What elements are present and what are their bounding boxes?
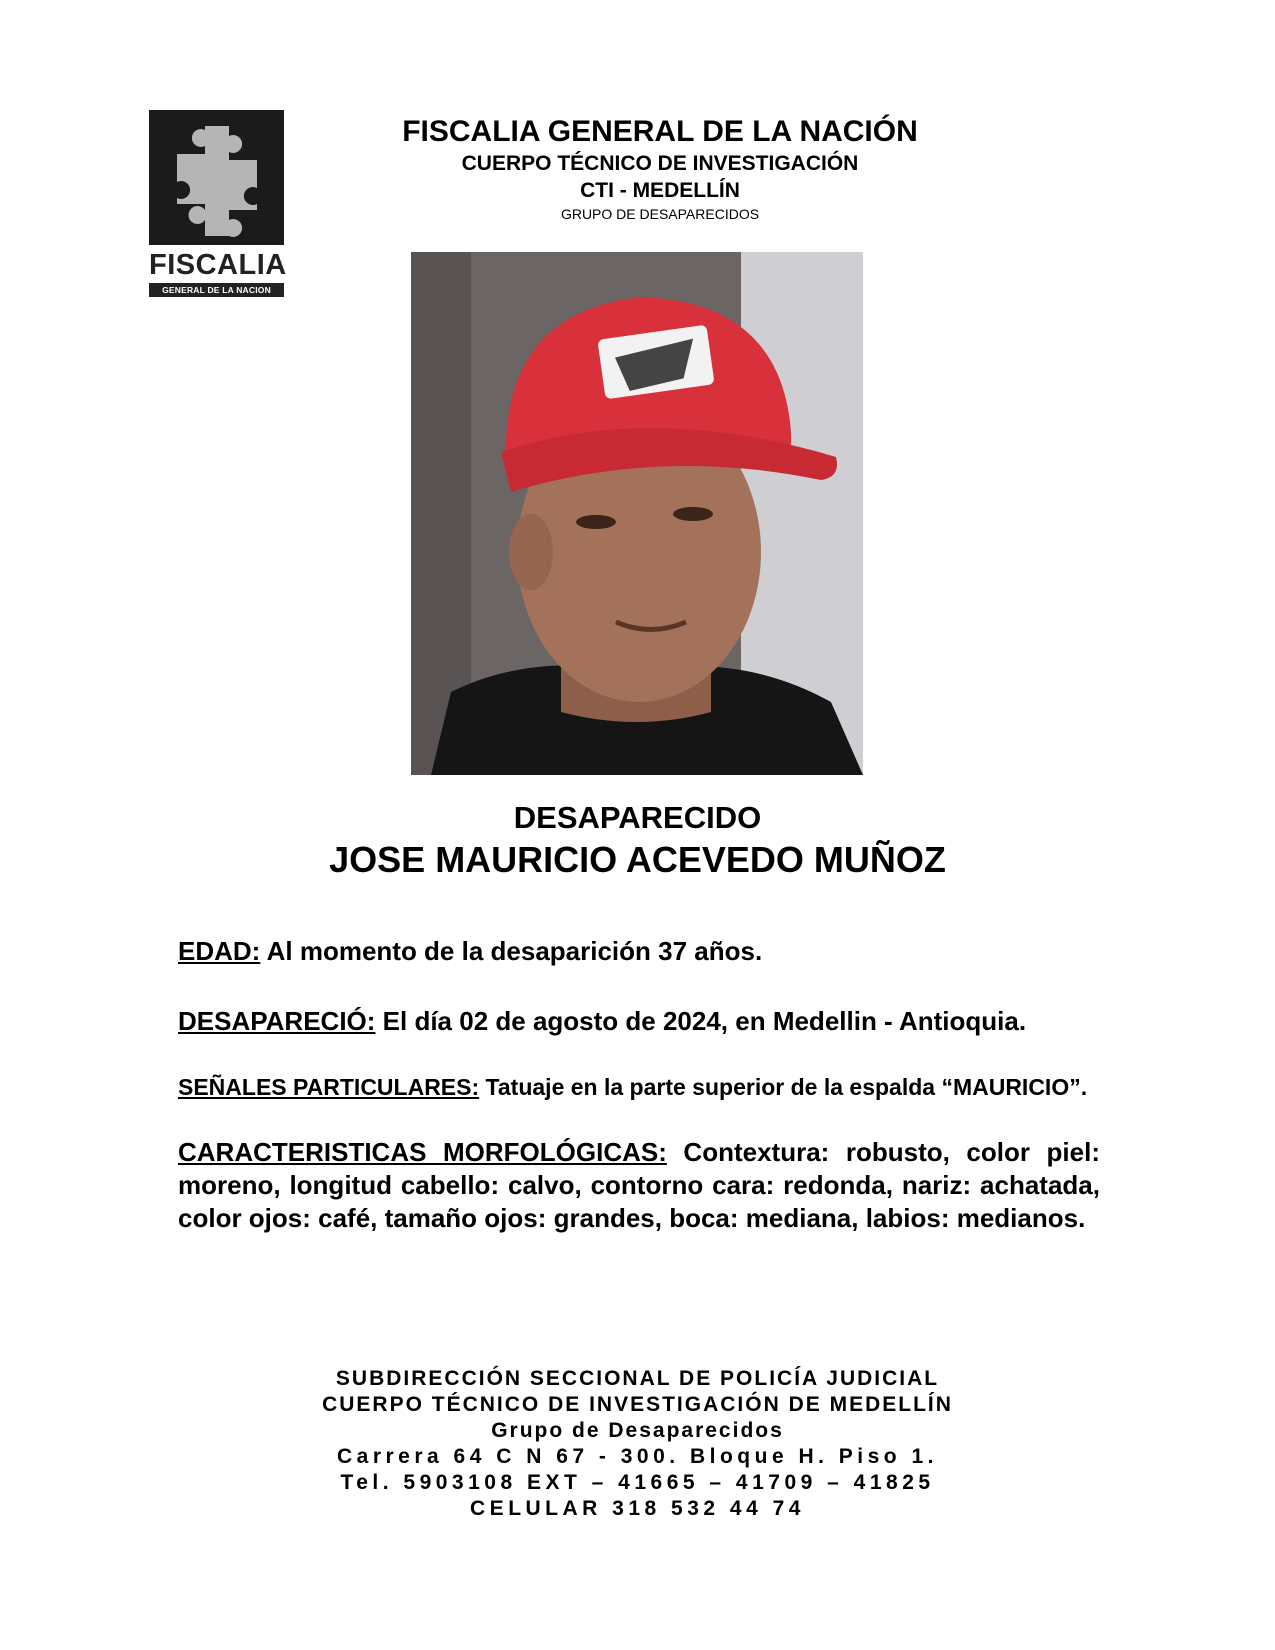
person-details [178, 934, 1100, 1235]
desaparecio-value: El día 02 de agosto de 2024, en Medellin - Antioquia. [375, 1006, 1027, 1036]
contact-footer [0, 1366, 1275, 1522]
detail-edad [178, 934, 1100, 968]
photo-illustration [411, 252, 863, 775]
footer-line-2: CUERPO TÉCNICO DE INVESTIGACIÓN DE MEDELLÍN [322, 1393, 953, 1416]
edad-label: EDAD: [178, 936, 261, 966]
header-title: FISCALIA GENERAL DE LA NACIÓN [402, 115, 918, 148]
logo-emblem [149, 110, 284, 245]
footer-line-3: Grupo de Desaparecidos [491, 1419, 784, 1442]
edad-value: Al momento de la desaparición 37 años. [260, 936, 763, 966]
caracteristicas-value: Contextura: robusto, color piel: moreno, longitud cabello: calvo, contorno cara: redonda, nariz: achatada, color ojos: café, tamaño ojos: grandes, boca: mediana, labios: medianos. [178, 1137, 1100, 1233]
puzzle-piece-icon [167, 118, 267, 238]
logo-subtitle: GENERAL DE LA NACION [149, 283, 284, 297]
footer-mobile: CELULAR 318 532 44 74 [470, 1497, 805, 1520]
senales-label: SEÑALES PARTICULARES: [178, 1074, 480, 1100]
logo-wordmark: FISCALIA [149, 249, 287, 281]
person-name: JOSE MAURICIO ACEVEDO MUÑOZ [329, 839, 946, 880]
status-label: DESAPARECIDO [513, 800, 762, 835]
header-line-3: CTI - MEDELLÍN [580, 179, 740, 202]
fiscalia-logo [149, 110, 287, 297]
senales-value: Tatuaje en la parte superior de la espalda “MAURICIO”. [479, 1074, 1088, 1100]
notice-title [0, 798, 1275, 882]
detail-caracteristicas [178, 1136, 1100, 1235]
footer-phone: Tel. 5903108 EXT – 41665 – 41709 – 41825 [340, 1471, 935, 1494]
header-line-4: GRUPO DE DESAPARECIDOS [560, 206, 760, 222]
document-header [320, 114, 1000, 224]
desaparecio-label: DESAPARECIÓ: [178, 1006, 376, 1036]
caracteristicas-label: CARACTERISTICAS MORFOLÓGICAS: [178, 1137, 667, 1167]
footer-address: Carrera 64 C N 67 - 300. Bloque H. Piso 1. [336, 1445, 938, 1468]
missing-person-photo [411, 252, 863, 775]
detail-desaparecio [178, 1004, 1100, 1038]
header-line-2: CUERPO TÉCNICO DE INVESTIGACIÓN [461, 152, 859, 175]
detail-senales [178, 1072, 1100, 1102]
footer-line-1: SUBDIRECCIÓN SECCIONAL DE POLICÍA JUDICIAL [335, 1367, 940, 1390]
